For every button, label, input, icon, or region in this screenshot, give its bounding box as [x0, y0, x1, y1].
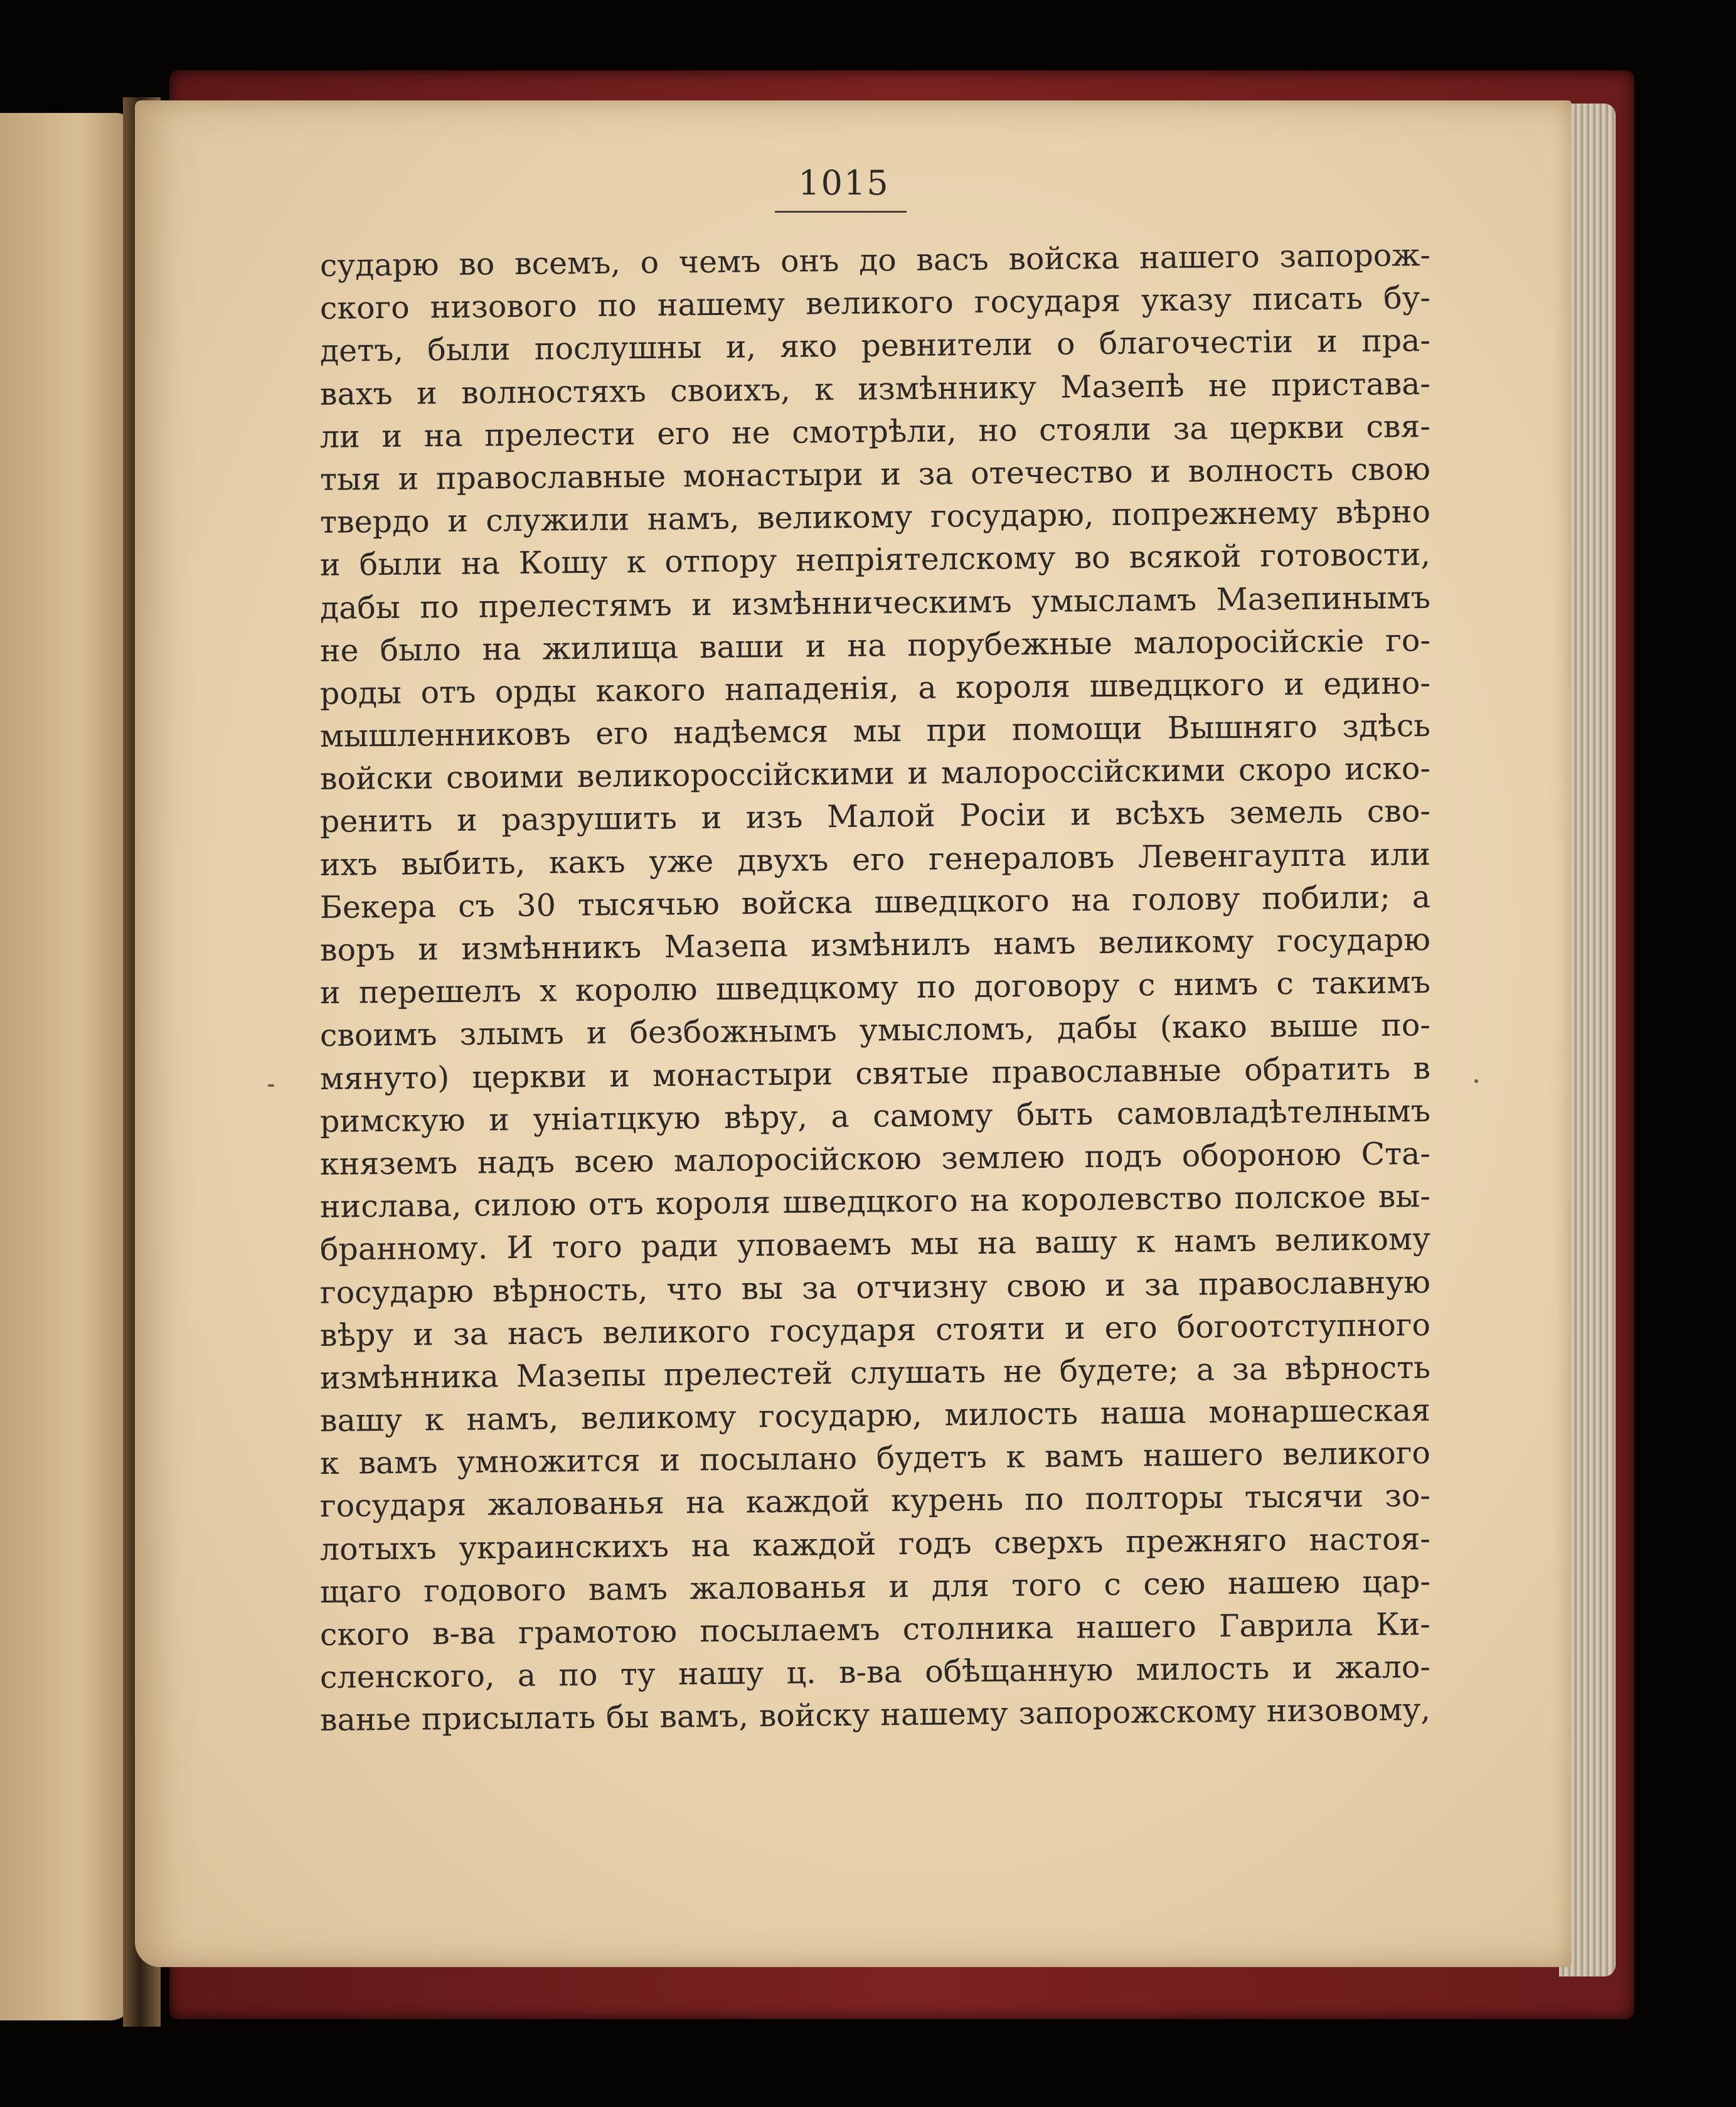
text-line: сленского, а по ту нашу ц. в-ва обѣщанную милость и жало- — [319, 1649, 1431, 1696]
text-line: вѣру и за насъ великого государя стояти и его богоотступного — [319, 1306, 1431, 1353]
text-line: сударю во всемъ, о чемъ онъ до васъ войска нашего запорож- — [319, 237, 1431, 284]
text-line: вахъ и волностяхъ своихъ, к измѣннику Мазепѣ не пристава- — [319, 365, 1431, 412]
left-page-edge — [0, 113, 135, 2020]
text-line: государю вѣрность, что вы за отчизну свою и за православную — [319, 1264, 1431, 1311]
text-line: воръ и измѣнникъ Мазепа измѣнилъ намъ великому государю — [319, 922, 1431, 968]
text-line: дабы по прелестямъ и измѣнническимъ умысламъ Мазепинымъ — [319, 579, 1431, 626]
text-line: ванье присылать бы вамъ, войску нашему запорожскому низовому, — [319, 1692, 1431, 1739]
text-line: войски своими великороссійскими и малороссійскими скоро иско- — [319, 750, 1431, 797]
text-line: римскую и уніатцкую вѣру, а самому быть самовладѣтелнымъ — [319, 1092, 1431, 1139]
text-line: и перешелъ х королю шведцкому по договору с нимъ с такимъ — [319, 964, 1431, 1011]
page-number-underline — [775, 211, 907, 213]
text-line: щаго годового вамъ жалованья и для того с сею нашею цар- — [319, 1563, 1431, 1610]
text-line: и были на Кошу к отпору непріятелскому во всякой готовости, — [319, 536, 1431, 584]
paper-speck — [1474, 1079, 1478, 1083]
body-text — [319, 237, 1431, 1742]
text-line: измѣнника Мазепы прелестей слушать не будете; а за вѣрность — [319, 1349, 1431, 1396]
text-line: не было на жилища ваши и на порубежные малоросійскіе го- — [319, 622, 1431, 669]
text-line: бранному. И того ради уповаемъ мы на вашу к намъ великому — [319, 1221, 1431, 1268]
text-line: тыя и православные монастыри и за отечество и волность свою — [319, 451, 1431, 498]
text-line: своимъ злымъ и безбожнымъ умысломъ, дабы (како выше по- — [319, 1007, 1431, 1054]
text-line: ского в-ва грамотою посылаемъ столника нашего Гаврила Ки- — [319, 1606, 1431, 1653]
paper-speck — [268, 1084, 274, 1087]
text-line: ского низового по нашему великого государя указу писать бу- — [319, 280, 1431, 327]
text-line: ренить и разрушить и изъ Малой Росіи и всѣхъ земель сво- — [319, 793, 1431, 840]
text-line: княземъ надъ всею малоросійскою землею подъ обороною Ста- — [319, 1135, 1431, 1182]
text-line: твердо и служили намъ, великому государю, попрежнему вѣрно — [319, 494, 1431, 541]
text-line: детъ, были послушны и, яко ревнители о благочестіи и пра- — [319, 323, 1431, 370]
text-line: ли и на прелести его не смотрѣли, но стояли за церкви свя- — [319, 408, 1431, 455]
text-line: роды отъ орды какого нападенія, а короля шведцкого и едино- — [319, 664, 1431, 712]
text-line: лотыхъ украинскихъ на каждой годъ сверхъ прежняго настоя- — [319, 1520, 1431, 1567]
page-number: 1015 — [798, 163, 890, 203]
text-line: к вамъ умножится и посылано будетъ к вамъ нашего великого — [319, 1435, 1431, 1482]
text-line: нислава, силою отъ короля шведцкого на королевство полское вы- — [319, 1178, 1431, 1225]
text-line: государя жалованья на каждой курень по полторы тысячи зо- — [319, 1478, 1431, 1525]
text-line: Бекера съ 30 тысячью войска шведцкого на голову побили; а — [319, 878, 1431, 925]
text-line: мышленниковъ его надѣемся мы при помощи Вышняго здѣсь — [319, 708, 1431, 755]
text-line: мянуто) церкви и монастыри святые православные обратить в — [319, 1050, 1431, 1097]
text-line: вашу к намъ, великому государю, милость наша монаршеская — [319, 1392, 1431, 1439]
text-line: ихъ выбить, какъ уже двухъ его генераловъ Левенгаупта или — [319, 836, 1431, 883]
